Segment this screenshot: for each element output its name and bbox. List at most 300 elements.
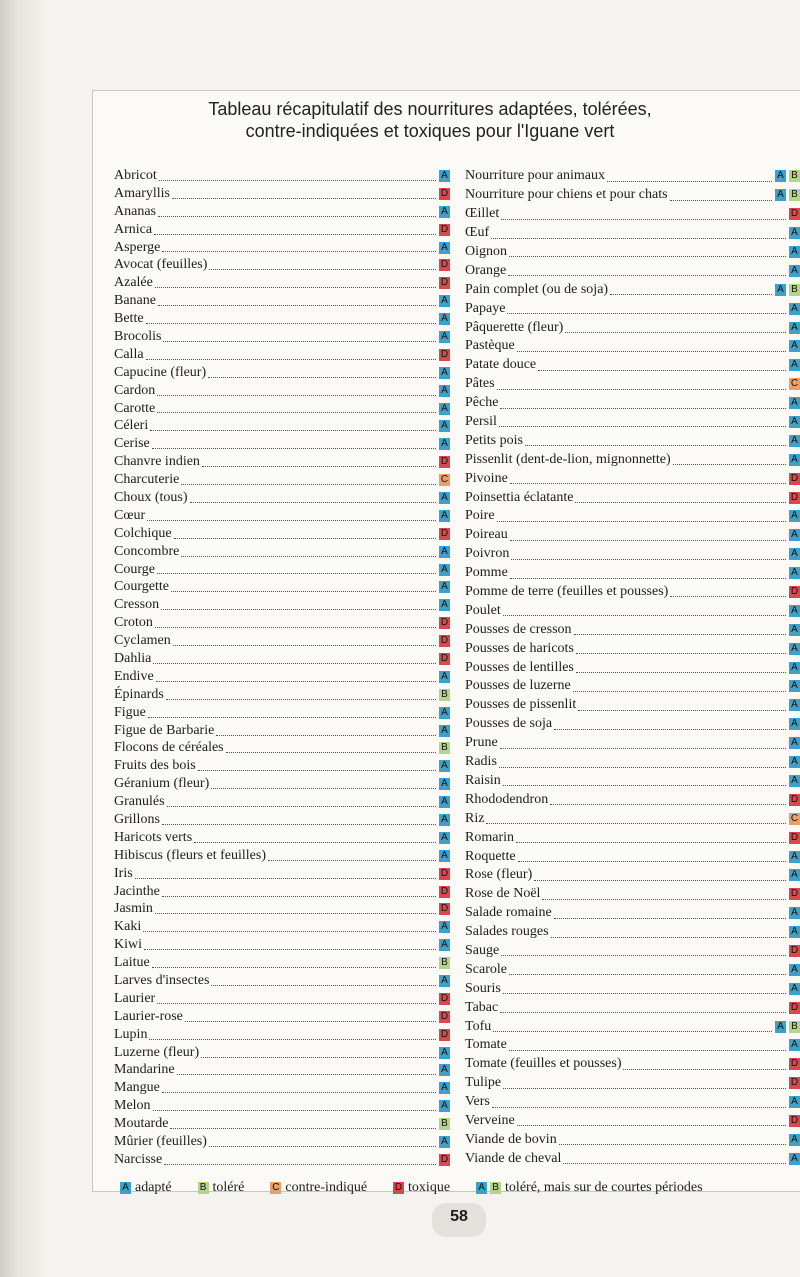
food-codes: [439, 1118, 450, 1130]
food-codes: [439, 993, 450, 1005]
code-badge-a: A: [789, 340, 800, 352]
food-row: [114, 1133, 450, 1151]
code-badge-a: A: [439, 385, 450, 397]
food-row: [465, 904, 800, 923]
food-name: Courgette: [114, 579, 169, 595]
food-name: Pomme: [465, 565, 508, 581]
dot-leader: [162, 250, 436, 252]
dot-leader: [152, 966, 436, 968]
food-name: Nourriture pour chiens et pour chats: [465, 187, 668, 203]
food-row: [114, 793, 450, 811]
food-row: [465, 337, 800, 356]
food-row: [114, 775, 450, 793]
food-row: [465, 847, 800, 866]
food-codes: [439, 653, 450, 665]
food-name: Souris: [465, 980, 501, 996]
food-name: Nourriture pour animaux: [465, 168, 605, 184]
food-name: Pousses de pissenlit: [465, 697, 577, 713]
food-codes: [789, 416, 800, 428]
food-name: Mangue: [114, 1080, 160, 1096]
food-name: Luzerne (fleur): [114, 1044, 200, 1060]
food-codes: [789, 775, 800, 787]
dot-leader: [501, 218, 786, 220]
food-name: Roquette: [465, 848, 516, 864]
food-name: Grillons: [114, 812, 160, 827]
food-row: [114, 543, 450, 561]
dot-leader: [516, 841, 786, 843]
food-row: [114, 239, 450, 257]
dot-leader: [185, 1020, 436, 1022]
food-name: Rose (fleur): [465, 867, 533, 883]
food-name: Verveine: [465, 1112, 515, 1128]
dot-leader: [173, 644, 436, 646]
food-row: [114, 507, 450, 525]
food-name: Pousses de soja: [465, 716, 553, 732]
food-codes: [439, 295, 450, 307]
food-name: Pissenlit (dent-de-lion, mignonnette): [465, 451, 671, 467]
food-name: Carotte: [114, 400, 156, 416]
food-codes: [789, 567, 800, 579]
dot-leader: [500, 1011, 786, 1013]
food-row: [114, 632, 450, 650]
food-name: Œillet: [465, 206, 500, 222]
food-codes: [775, 1021, 800, 1033]
food-name: Croton: [114, 615, 153, 631]
food-row: [114, 328, 450, 346]
dot-leader: [492, 1106, 786, 1108]
dot-leader: [153, 1109, 436, 1111]
food-name: Courge: [114, 561, 155, 577]
food-codes: [439, 1011, 450, 1023]
food-row: [114, 1079, 450, 1097]
legend-label: adapté: [135, 1180, 172, 1195]
code-badge-a: A: [439, 975, 450, 987]
dot-leader: [673, 463, 786, 465]
dot-leader: [507, 312, 786, 314]
food-codes: [439, 975, 450, 987]
food-codes: [439, 725, 450, 737]
food-row: [465, 809, 800, 828]
food-codes: [439, 742, 450, 754]
dot-leader: [268, 859, 436, 861]
code-badge-a: A: [789, 756, 800, 768]
food-row: [114, 686, 450, 704]
food-codes: [789, 662, 800, 674]
food-codes: [789, 454, 800, 466]
code-badge-a: A: [439, 581, 450, 593]
dot-leader: [161, 608, 436, 610]
dot-leader: [486, 822, 786, 824]
food-name: Tabac: [465, 999, 499, 1015]
food-name: Géranium (fleur): [114, 776, 210, 792]
food-row: [114, 811, 450, 829]
code-badge-d: D: [440, 635, 449, 647]
food-name: Colchique: [114, 525, 172, 541]
code-badge-a: A: [789, 1134, 800, 1146]
food-row: [465, 979, 800, 998]
food-codes: [439, 492, 450, 504]
code-badge-d: D: [790, 831, 799, 843]
code-badge-c: C: [790, 378, 799, 390]
food-codes: [439, 385, 450, 397]
food-codes: [789, 813, 800, 825]
food-codes: [789, 1115, 800, 1127]
food-codes: [439, 456, 450, 468]
dot-leader: [170, 1127, 436, 1129]
food-name: Fruits des bois: [114, 758, 196, 774]
code-badge-a: A: [789, 1096, 800, 1108]
food-row: [114, 489, 450, 507]
food-codes: [439, 778, 450, 790]
dot-leader: [550, 803, 786, 805]
food-codes: [439, 796, 450, 808]
food-row: [114, 1151, 450, 1169]
food-codes: [789, 435, 800, 447]
food-row: [114, 274, 450, 292]
food-row: [465, 601, 800, 620]
dot-leader: [563, 1162, 786, 1164]
food-name: Scarole: [465, 961, 507, 977]
code-badge-a: A: [789, 605, 800, 617]
food-name: Larves d'insectes: [114, 973, 210, 989]
dot-leader: [610, 293, 772, 295]
food-row: [114, 578, 450, 596]
dot-leader: [135, 877, 436, 879]
food-row: [465, 545, 800, 564]
code-badge-d: D: [790, 944, 799, 956]
code-badge-a: A: [789, 983, 800, 995]
food-codes: [789, 586, 800, 598]
food-row: [114, 722, 450, 740]
food-name: Viande de bovin: [465, 1131, 557, 1147]
code-badge-d: D: [790, 208, 799, 220]
code-badge-a: A: [439, 796, 450, 808]
dot-leader: [144, 948, 436, 950]
code-badge-d: D: [790, 1114, 799, 1126]
food-row: [114, 596, 450, 614]
dot-leader: [216, 734, 436, 736]
food-row: [465, 1093, 800, 1112]
food-codes: [439, 403, 450, 415]
dot-leader: [499, 766, 786, 768]
food-name: Viande de cheval: [465, 1150, 562, 1166]
food-codes: [789, 680, 800, 692]
code-badge-a: A: [439, 1136, 450, 1148]
food-name: Melon: [114, 1098, 151, 1114]
food-row: [114, 400, 450, 418]
food-name: Laurier-rose: [114, 1008, 183, 1024]
food-name: Salades rouges: [465, 924, 549, 940]
food-name: Bette: [114, 311, 144, 327]
food-codes: [439, 1029, 450, 1041]
food-name: Lupin: [114, 1026, 148, 1042]
code-badge-a: A: [789, 1039, 800, 1051]
dot-leader: [156, 680, 436, 682]
food-name: Narcisse: [114, 1151, 163, 1167]
food-codes: [789, 208, 800, 220]
code-badge-a: A: [439, 564, 450, 576]
code-badge-a: A: [789, 964, 800, 976]
food-row: [465, 960, 800, 979]
code-badge-a: A: [789, 322, 800, 334]
food-row: [465, 413, 800, 432]
food-codes: [775, 284, 800, 296]
food-row: [114, 310, 450, 328]
dot-leader: [146, 322, 436, 324]
dot-leader: [576, 671, 786, 673]
food-name: Pousses de lentilles: [465, 659, 574, 675]
food-name: Mandarine: [114, 1062, 175, 1078]
code-badge-a: A: [439, 725, 450, 737]
code-badge-a: A: [789, 397, 800, 409]
food-name: Arnica: [114, 221, 153, 237]
dot-leader: [198, 769, 436, 771]
code-badge-c: C: [440, 474, 449, 486]
food-name: Pastèque: [465, 338, 515, 354]
food-codes: [439, 1064, 450, 1076]
food-codes: [789, 945, 800, 957]
food-codes: [439, 206, 450, 218]
food-row: [465, 375, 800, 394]
food-name: Poulet: [465, 602, 501, 618]
food-name: Choux (tous): [114, 489, 188, 505]
food-codes: [439, 617, 450, 629]
food-name: Haricots verts: [114, 829, 193, 845]
code-badge-d: D: [790, 1077, 799, 1089]
food-codes: [439, 277, 450, 289]
legend-codes: [198, 1182, 209, 1194]
legend-item: [120, 1180, 172, 1196]
code-badge-a: A: [789, 548, 800, 560]
code-badge-a: A: [439, 295, 450, 307]
dot-leader: [181, 555, 436, 557]
food-codes: [789, 605, 800, 617]
dot-leader: [607, 180, 772, 182]
food-codes: [439, 420, 450, 432]
code-badge-d: D: [440, 1010, 449, 1022]
food-row: [114, 1044, 450, 1062]
food-name: Cresson: [114, 597, 160, 613]
dot-leader: [517, 350, 786, 352]
food-row: [465, 507, 800, 526]
code-badge-a: A: [775, 1021, 786, 1033]
food-name: Iris: [114, 865, 133, 881]
dot-leader: [172, 197, 436, 199]
food-codes: [789, 510, 800, 522]
food-codes: [439, 832, 450, 844]
food-name: Rose de Noël: [465, 886, 541, 902]
dot-leader: [211, 787, 436, 789]
food-codes: [439, 188, 450, 200]
food-codes: [439, 814, 450, 826]
dot-leader: [554, 917, 786, 919]
food-name: Pâtes: [465, 376, 495, 392]
food-codes: [439, 349, 450, 361]
food-codes: [789, 794, 800, 806]
food-codes: [439, 1100, 450, 1112]
food-row: [465, 186, 800, 205]
food-row: [465, 205, 800, 224]
food-codes: [439, 581, 450, 593]
dot-leader: [148, 716, 436, 718]
food-row: [465, 942, 800, 961]
code-badge-a: A: [439, 850, 450, 862]
food-row: [465, 1017, 800, 1036]
food-row: [465, 715, 800, 734]
code-badge-a: A: [439, 778, 450, 790]
dot-leader: [534, 879, 786, 881]
food-codes: [439, 635, 450, 647]
legend-codes: [270, 1182, 281, 1194]
code-badge-d: D: [394, 1182, 403, 1193]
dot-leader: [510, 482, 786, 484]
code-badge-d: D: [440, 348, 449, 360]
food-row: [465, 790, 800, 809]
food-row: [465, 620, 800, 639]
code-badge-d: D: [440, 223, 449, 235]
food-row: [465, 488, 800, 507]
food-row: [114, 1008, 450, 1026]
dot-leader: [510, 539, 786, 541]
code-badge-b: B: [789, 1021, 800, 1033]
code-badge-a: A: [439, 420, 450, 432]
dot-leader: [143, 930, 436, 932]
food-name: Avocat (feuilles): [114, 257, 208, 273]
code-badge-d: D: [440, 903, 449, 915]
code-badge-b: B: [439, 742, 450, 754]
food-row: [114, 203, 450, 221]
dot-leader: [518, 860, 786, 862]
food-codes: [789, 983, 800, 995]
dot-leader: [497, 388, 786, 390]
code-badge-a: A: [789, 869, 800, 881]
code-badge-a: A: [439, 760, 450, 772]
food-name: Dahlia: [114, 650, 152, 666]
food-name: Orange: [465, 262, 507, 278]
dot-leader: [542, 898, 786, 900]
dot-leader: [162, 823, 436, 825]
code-badge-a: A: [789, 227, 800, 239]
food-name: Poinsettia éclatante: [465, 489, 574, 505]
food-row: [465, 583, 800, 602]
food-codes: [789, 888, 800, 900]
food-codes: [789, 340, 800, 352]
code-badge-a: A: [439, 313, 450, 325]
code-badge-b: B: [439, 689, 450, 701]
food-codes: [789, 322, 800, 334]
food-codes: [439, 868, 450, 880]
food-row: [114, 972, 450, 990]
food-name: Poivron: [465, 546, 510, 562]
code-badge-a: A: [439, 242, 450, 254]
food-name: Flocons de céréales: [114, 740, 224, 756]
food-row: [114, 221, 450, 239]
dot-leader: [538, 369, 786, 371]
food-codes: [439, 1047, 450, 1059]
food-name: Cardon: [114, 382, 156, 398]
food-name: Papaye: [465, 300, 506, 316]
code-badge-c: C: [272, 1182, 280, 1193]
food-row: [114, 364, 450, 382]
food-row: [465, 469, 800, 488]
dot-leader: [174, 537, 436, 539]
dot-leader: [158, 304, 436, 306]
code-badge-a: A: [789, 737, 800, 749]
food-codes: [789, 1077, 800, 1089]
food-row: [114, 346, 450, 364]
food-name: Raisin: [465, 772, 501, 788]
legend-codes: [393, 1182, 404, 1194]
food-row: [114, 704, 450, 722]
code-badge-a: A: [789, 907, 800, 919]
dot-leader: [171, 590, 436, 592]
code-badge-a: A: [789, 265, 800, 277]
food-codes: [439, 599, 450, 611]
dot-leader: [202, 465, 436, 467]
code-badge-a: A: [439, 206, 450, 218]
dot-leader: [511, 558, 786, 560]
dot-leader: [670, 595, 786, 597]
code-badge-d: D: [440, 885, 449, 897]
code-badge-a: A: [789, 718, 800, 730]
code-badge-a: A: [775, 284, 786, 296]
food-codes: [439, 367, 450, 379]
food-name: Patate douce: [465, 357, 537, 373]
code-badge-b: B: [198, 1182, 209, 1194]
code-badge-d: D: [440, 617, 449, 629]
food-row: [114, 936, 450, 954]
food-name: Céleri: [114, 418, 149, 434]
legend-label: toléré, mais sur de courtes périodes: [505, 1180, 703, 1195]
food-codes: [439, 671, 450, 683]
dot-leader: [574, 633, 786, 635]
code-badge-a: A: [789, 246, 800, 258]
food-row: [114, 757, 450, 775]
dot-leader: [517, 1124, 786, 1126]
food-name: Tulipe: [465, 1075, 502, 1091]
food-codes: [439, 760, 450, 772]
dot-leader: [152, 447, 436, 449]
code-badge-a: A: [789, 662, 800, 674]
food-name: Ananas: [114, 203, 156, 219]
food-name: Pivoine: [465, 470, 508, 486]
dot-leader: [155, 286, 436, 288]
dot-leader: [150, 429, 436, 431]
dot-leader: [503, 1087, 786, 1089]
food-codes: [789, 529, 800, 541]
dot-leader: [158, 215, 436, 217]
food-name: Prune: [465, 735, 498, 751]
code-badge-d: D: [440, 992, 449, 1004]
code-badge-d: D: [440, 867, 449, 879]
dot-leader: [575, 501, 786, 503]
code-badge-a: A: [789, 416, 800, 428]
food-codes: [439, 1082, 450, 1094]
dot-leader: [162, 1091, 436, 1093]
food-codes: [789, 756, 800, 768]
food-row: [465, 753, 800, 772]
food-name: Laitue: [114, 955, 150, 971]
food-row: [465, 998, 800, 1017]
page-spine-shadow: [0, 0, 44, 1277]
food-codes: [775, 189, 800, 201]
code-badge-d: D: [790, 793, 799, 805]
food-name: Capucine (fleur): [114, 364, 207, 380]
food-row: [114, 740, 450, 758]
food-codes: [789, 227, 800, 239]
dot-leader: [155, 626, 436, 628]
page-title: [150, 98, 710, 142]
